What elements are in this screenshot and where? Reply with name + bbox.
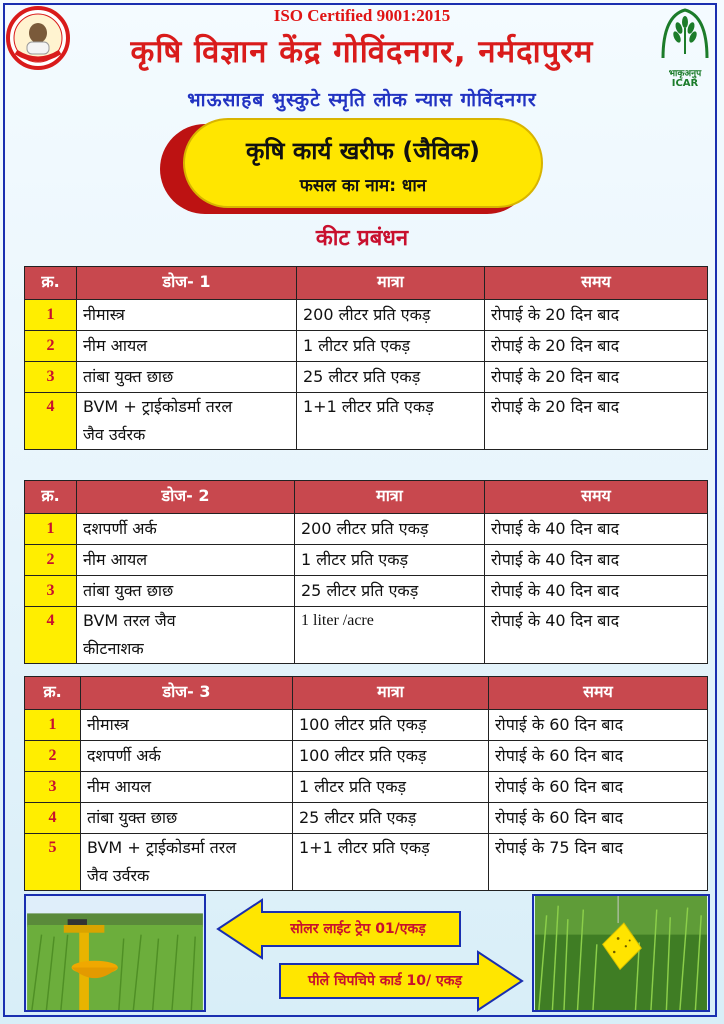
row-item: तांबा युक्त छाछ	[77, 576, 295, 607]
row-time: रोपाई के 20 दिन बाद	[485, 331, 708, 362]
sticky-card-photo	[532, 894, 710, 1012]
crop-banner	[183, 118, 543, 208]
col-quantity: मात्रा	[297, 267, 485, 300]
row-quantity: 1+1 लीटर प्रति एकड़	[297, 393, 485, 450]
row-quantity: 100 लीटर प्रति एकड़	[293, 710, 489, 741]
row-item	[77, 607, 295, 664]
row-item: नीमास्त्र	[77, 300, 297, 331]
row-time: रोपाई के 20 दिन बाद	[485, 393, 708, 450]
table-row	[25, 772, 708, 803]
row-number: 4	[25, 393, 77, 450]
table-header-row	[25, 481, 708, 514]
row-item: नीम आयल	[77, 331, 297, 362]
table-row	[25, 331, 708, 362]
row-number: 2	[25, 545, 77, 576]
row-time: रोपाई के 75 दिन बाद	[489, 834, 708, 891]
row-time: रोपाई के 40 दिन बाद	[485, 576, 708, 607]
row-time: रोपाई के 60 दिन बाद	[489, 772, 708, 803]
row-item	[81, 834, 293, 891]
table-row	[25, 803, 708, 834]
row-time: रोपाई के 20 दिन बाद	[485, 300, 708, 331]
dose-1-table	[24, 266, 708, 450]
section-heading: कीट प्रबंधन	[315, 226, 409, 251]
row-quantity: 100 लीटर प्रति एकड़	[293, 741, 489, 772]
row-number: 3	[25, 772, 81, 803]
row-quantity: 25 लीटर प्रति एकड़	[293, 803, 489, 834]
col-dose: डोज- 1	[77, 267, 297, 300]
col-serial: क्र.	[25, 481, 77, 514]
row-time: रोपाई के 40 दिन बाद	[485, 514, 708, 545]
row-time: रोपाई के 40 दिन बाद	[485, 607, 708, 664]
col-quantity: मात्रा	[295, 481, 485, 514]
table-row	[25, 741, 708, 772]
row-item: नीम आयल	[77, 545, 295, 576]
row-item	[77, 393, 297, 450]
row-item-line-1: BVM तरल जैव	[83, 611, 176, 630]
row-number: 4	[25, 803, 81, 834]
table-row	[25, 300, 708, 331]
row-number: 4	[25, 607, 77, 664]
page-subtitle: भाऊसाहब भुस्कुटे स्मृति लोक न्यास गोविंदनगर	[187, 89, 537, 111]
row-number: 3	[25, 576, 77, 607]
row-quantity: 1 liter /acre	[295, 607, 485, 664]
row-time: रोपाई के 20 दिन बाद	[485, 362, 708, 393]
banner-crop-name: फसल का नाम: धान	[299, 176, 427, 196]
sticky-card-label: पीले चिपचिपे कार्ड 10/ एकड़	[308, 973, 462, 989]
table-row	[25, 393, 708, 450]
row-item-line-2: जैव उर्वरक	[83, 425, 146, 444]
table-header-row	[25, 677, 708, 710]
row-number: 2	[25, 331, 77, 362]
table-header-row	[25, 267, 708, 300]
col-time: समय	[485, 481, 708, 514]
row-item-line-1: BVM + ट्राईकोडर्मा तरल	[87, 838, 237, 857]
col-dose: डोज- 3	[81, 677, 293, 710]
iso-certification: ISO Certified 9001:2015	[273, 6, 451, 25]
banner-title: कृषि कार्य खरीफ (जैविक)	[245, 137, 481, 165]
col-time: समय	[489, 677, 708, 710]
row-number: 1	[25, 514, 77, 545]
col-time: समय	[485, 267, 708, 300]
col-serial: क्र.	[25, 677, 81, 710]
row-quantity: 1 लीटर प्रति एकड़	[297, 331, 485, 362]
row-number: 1	[25, 710, 81, 741]
table-row	[25, 514, 708, 545]
row-item-line-2: कीटनाशक	[83, 639, 144, 658]
row-item: तांबा युक्त छाछ	[81, 803, 293, 834]
row-item: नीमास्त्र	[81, 710, 293, 741]
icar-logo	[652, 6, 718, 94]
row-number: 2	[25, 741, 81, 772]
dose-2-table	[24, 480, 708, 664]
solar-trap-photo	[24, 894, 206, 1012]
page-title: कृषि विज्ञान केंद्र गोविंदनगर, नर्मदापुरम	[130, 34, 594, 70]
row-quantity: 25 लीटर प्रति एकड़	[297, 362, 485, 393]
icar-caption: ICAR	[671, 78, 699, 89]
row-quantity: 1 लीटर प्रति एकड़	[293, 772, 489, 803]
col-quantity: मात्रा	[293, 677, 489, 710]
row-item-line-2: जैव उर्वरक	[87, 866, 150, 885]
row-quantity: 1 लीटर प्रति एकड़	[295, 545, 485, 576]
table-row	[25, 362, 708, 393]
table-row	[25, 834, 708, 891]
row-quantity: 200 लीटर प्रति एकड़	[295, 514, 485, 545]
row-item: नीम आयल	[81, 772, 293, 803]
row-quantity: 1+1 लीटर प्रति एकड़	[293, 834, 489, 891]
solar-trap-label: सोलर लाईट ट्रेप 01/एकड़	[290, 921, 426, 937]
icar-wheat-icon	[657, 6, 713, 64]
row-time: रोपाई के 60 दिन बाद	[489, 741, 708, 772]
row-number: 3	[25, 362, 77, 393]
row-number: 5	[25, 834, 81, 891]
table-row	[25, 576, 708, 607]
row-time: रोपाई के 60 दिन बाद	[489, 710, 708, 741]
table-row	[25, 710, 708, 741]
col-dose: डोज- 2	[77, 481, 295, 514]
col-serial: क्र.	[25, 267, 77, 300]
row-time: रोपाई के 60 दिन बाद	[489, 803, 708, 834]
row-quantity: 25 लीटर प्रति एकड़	[295, 576, 485, 607]
row-item: दशपर्णी अर्क	[77, 514, 295, 545]
icar-caption-hindi: भाकृअनुप	[668, 69, 702, 79]
table-row	[25, 545, 708, 576]
row-item: तांबा युक्त छाछ	[77, 362, 297, 393]
row-item: दशपर्णी अर्क	[81, 741, 293, 772]
table-row	[25, 607, 708, 664]
row-item-line-1: BVM + ट्राईकोडर्मा तरल	[83, 397, 233, 416]
row-time: रोपाई के 40 दिन बाद	[485, 545, 708, 576]
row-quantity: 200 लीटर प्रति एकड़	[297, 300, 485, 331]
row-number: 1	[25, 300, 77, 331]
dose-3-table	[24, 676, 708, 891]
